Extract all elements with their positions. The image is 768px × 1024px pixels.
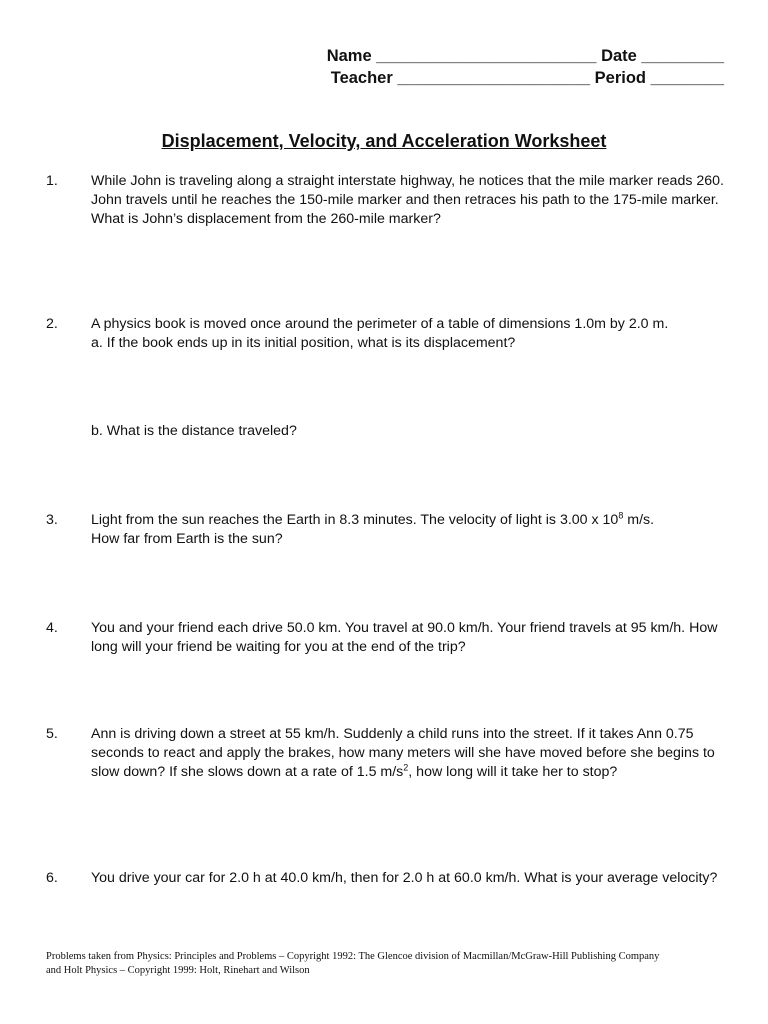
question-text-part: Light from the sun reaches the Earth in 8.3 minutes. The velocity of light is 3.00 x 10 <box>91 512 619 528</box>
footer-line: and Holt Physics – Copyright 1999: Holt, Rinehart and Wilson <box>46 965 310 976</box>
question-text: While John is traveling along a straight interstate highway, he notices that the mile marker reads 260. John travels until he reaches the 150-mile marker and then retraces his path to the 175-mile marker. What is John’s displacement from the 260-mile marker? <box>91 173 724 227</box>
worksheet-title: Displacement, Velocity, and Acceleration Worksheet <box>161 131 607 151</box>
question-line: A physics book is moved once around the perimeter of a table of dimensions 1.0m by 2.0 m. <box>91 316 669 332</box>
exponent: 2 <box>403 762 409 773</box>
question-text <box>91 511 731 549</box>
teacher-period-line: Teacher _____________________ Period ________ <box>330 69 724 87</box>
question-part-b: b. What is the distance traveled? <box>91 423 297 439</box>
question-number: 4. <box>46 620 58 636</box>
name-date-line: Name ________________________ Date _________ <box>326 47 724 65</box>
question-line <box>91 511 731 530</box>
source-footer <box>46 950 736 978</box>
question-text: You and your friend each drive 50.0 km. You travel at 90.0 km/h. Your friend travels at 95 km/h. How long will your friend be waiting for you at the end of the trip? <box>91 620 718 655</box>
exponent: 8 <box>618 510 624 521</box>
question-part-a: a. If the book ends up in its initial position, what is its displacement? <box>91 335 516 351</box>
question-text-part: m/s. <box>623 512 655 528</box>
question-text-part: , how long will it take her to stop? <box>408 764 618 780</box>
question-text: You drive your car for 2.0 h at 40.0 km/h, then for 2.0 h at 60.0 km/h. What is your average velocity? <box>91 870 718 886</box>
question-number: 5. <box>46 726 58 742</box>
question-number: 2. <box>46 316 58 332</box>
question-text <box>91 725 731 782</box>
question-number: 1. <box>46 173 58 189</box>
question-line: How far from Earth is the sun? <box>91 531 283 547</box>
question-text-part: Ann is driving down a street at 55 km/h. Suddenly a child runs into the street. If it takes Ann 0.75 seconds to react and apply the brakes, how many meters will she have moved before she begins to slow down? If she slows down at a rate of 1.5 m/s <box>91 726 715 780</box>
question-number: 3. <box>46 512 58 528</box>
footer-line: Problems taken from Physics: Principles and Problems – Copyright 1992: The Glencoe division of Macmillan/McGraw-Hill Publishing Company <box>46 951 660 962</box>
question-number: 6. <box>46 870 58 886</box>
question-text <box>91 315 731 353</box>
